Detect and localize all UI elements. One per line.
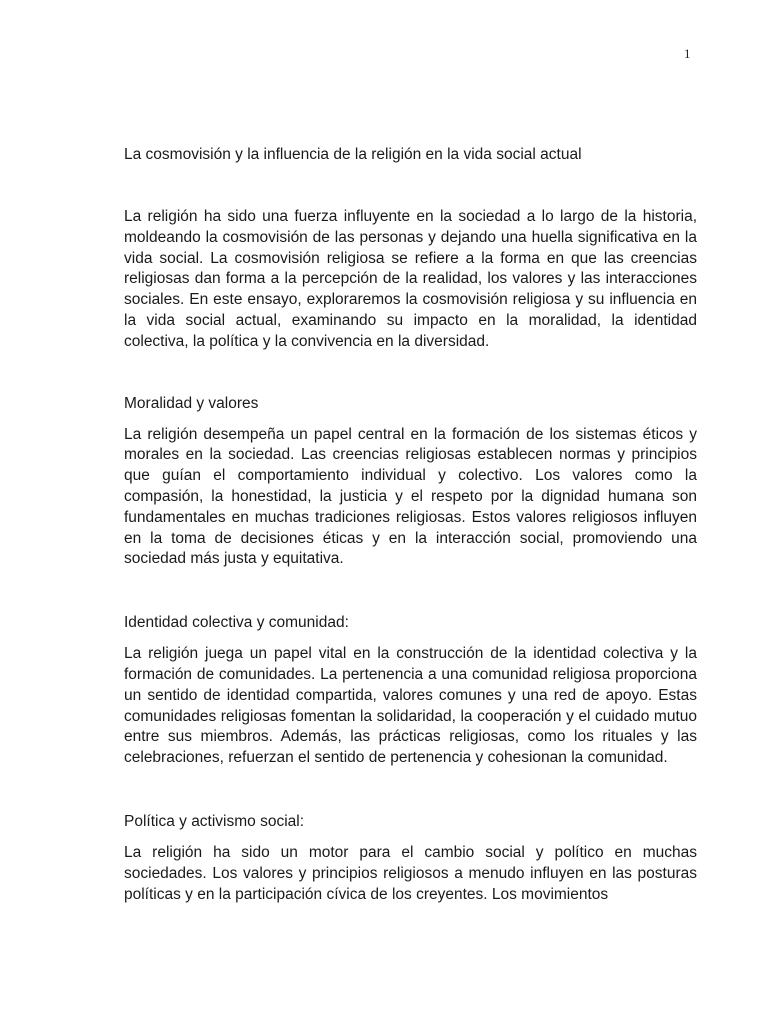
intro-paragraph: La religión ha sido una fuerza influyente en la sociedad a lo largo de la historia, moldeando la cosmovisión de las personas y dejando una huella significativa en la vida social. La cosmovisión religiosa se refiere a la forma en que las creencias religiosas dan forma a la percepción de la realidad, los valores y las interacciones sociales. En este ensayo, exploraremos la cosmovisión religiosa y su influencia en la vida social actual, examinando su impacto en la moralidad, la identidad colectiva, la política y la convivencia en la diversidad.	[124, 208, 697, 350]
document-title: La cosmovisión y la influencia de la religión en la vida social actual	[124, 146, 582, 163]
section-politica	[124, 811, 697, 905]
section-paragraph: La religión ha sido un motor para el cambio social y político en muchas sociedades. Los valores y principios religiosos a menudo influyen en las posturas políticas y en la participación cívica de los creyentes. Los movimientos	[124, 843, 697, 903]
section-paragraph: La religión desempeña un papel central en la formación de los sistemas éticos y morales en la sociedad. Las creencias religiosas establecen normas y principios que guían el comportamiento individual y colectivo. Los valores como la compasión, la honestidad, la justicia y el respeto por la dignidad humana son fundamentales en muchas tradiciones religiosas. Estos valores religiosos influyen en la toma de decisiones éticas y en la interacción social, promoviendo una sociedad más justa y equitativa.	[124, 425, 697, 568]
section-heading: Política y activismo social:	[124, 812, 305, 830]
section-heading: Identidad colectiva y comunidad:	[124, 614, 349, 632]
section-moralidad	[124, 393, 697, 571]
section-heading: Moralidad y valores	[124, 394, 259, 412]
section-identidad	[124, 612, 697, 769]
document-body	[124, 144, 697, 905]
section-paragraph: La religión juega un papel vital en la construcción de la identidad colectiva y la formación de comunidades. La pertenencia a una comunidad religiosa proporciona un sentido de identidad compartida, valores comunes y una red de apoyo. Estas comunidades religiosas fomentan la solidaridad, la cooperación y el cuidado mutuo entre sus miembros. Además, las prácticas religiosas, como los rituales y las celebraciones, refuerzan el sentido de pertenencia y cohesionan la comunidad.	[124, 645, 697, 767]
page-number: 1	[684, 46, 691, 61]
